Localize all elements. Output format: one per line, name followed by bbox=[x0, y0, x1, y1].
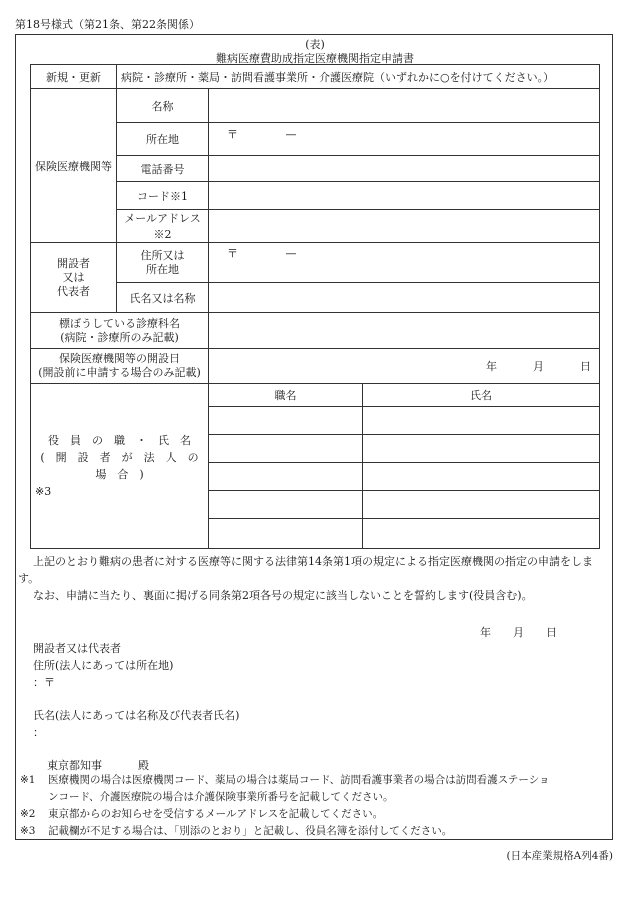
applicant-name-label: 氏名(法人にあっては名称及び代表者氏名) bbox=[33, 709, 240, 722]
officer-name-cell[interactable] bbox=[363, 463, 600, 491]
note-3-mark: ※3 bbox=[20, 825, 36, 837]
officer-title-cell[interactable] bbox=[209, 463, 363, 491]
code-label: コード※1 bbox=[117, 182, 209, 210]
postal-dash: — bbox=[285, 128, 297, 141]
note-2-text: 東京都からのお知らせを受信するメールアドレスを記載してください。 bbox=[48, 808, 384, 820]
officer-title-cell[interactable] bbox=[209, 407, 363, 435]
opening-date-field[interactable] bbox=[209, 349, 600, 384]
departments-label-line2: (病院・診療所のみ記載) bbox=[60, 330, 179, 344]
new-update-label: 新規・更新 bbox=[31, 65, 117, 89]
institution-group-label: 保険医療機関等 bbox=[31, 89, 117, 243]
declaration-paragraph-1: 上記のとおり難病の患者に対する医療等に関する法律第14条第1項の規定による指定医療機関の指定の申請をします。 bbox=[18, 555, 593, 585]
officers-label-line3: ※3 bbox=[35, 485, 52, 498]
officer-title-cell[interactable] bbox=[209, 435, 363, 463]
note-1-line1: 医療機関の場合は医療機関コード、薬局の場合は薬局コード、訪問看護事業者の場合は訪問看護ステーショ bbox=[48, 774, 550, 786]
facility-type-options[interactable]: 病院・診療所・薬局・訪問看護事業所・介護医療院（いずれかに○を付けてください。） bbox=[117, 65, 600, 89]
note-1-mark: ※1 bbox=[20, 774, 36, 786]
side-label: (表) bbox=[305, 38, 325, 51]
address-label: 所在地 bbox=[117, 123, 209, 156]
date-month: 月 bbox=[513, 626, 524, 639]
departments-field[interactable] bbox=[209, 313, 600, 349]
applicant-name-field[interactable]: ： bbox=[33, 726, 44, 739]
declaration-paragraph-2: なお、申請に当たり、裏面に掲げる同条第2項各号の規定に該当しないことを誓約します(役員含む)。 bbox=[33, 589, 533, 602]
opening-month: 月 bbox=[533, 360, 545, 373]
opening-year: 年 bbox=[486, 360, 498, 373]
addressee bbox=[47, 757, 149, 773]
opening-label-line1: 保険医療機関等の開設日 bbox=[59, 352, 180, 365]
form-number: 第18号様式（第21条、第22条関係） bbox=[15, 18, 200, 31]
signature-date bbox=[480, 624, 557, 640]
founder-address-label-line2: 所在地 bbox=[146, 262, 179, 276]
note-2-mark: ※2 bbox=[20, 808, 36, 820]
officer-name-header: 氏名 bbox=[363, 384, 600, 407]
note-3-text: 記載欄が不足する場合は、「別添のとおり」と記載し、役員名簿を添付してください。 bbox=[48, 825, 453, 837]
name-label: 名称 bbox=[117, 89, 209, 123]
institution-address-field[interactable] bbox=[209, 123, 600, 156]
date-year: 年 bbox=[480, 626, 491, 639]
officer-name-cell[interactable] bbox=[363, 435, 600, 463]
addressee-to: 東京都知事 bbox=[47, 759, 102, 772]
officers-label-line2: ( 開 設 者 が 法 人 の 場 合 ) bbox=[40, 451, 210, 481]
applicant-address-field[interactable]: ：〒 bbox=[33, 676, 55, 689]
date-day: 日 bbox=[546, 626, 557, 639]
departments-label-line1: 標ぼうしている診療科名 bbox=[59, 316, 180, 330]
officer-name-cell[interactable] bbox=[363, 519, 600, 549]
founder-name-label: 氏名又は名称 bbox=[117, 283, 209, 313]
founder-address-label-line1: 住所又は bbox=[140, 248, 185, 262]
founder-label-line3: 代表者 bbox=[57, 284, 90, 298]
officers-label bbox=[31, 384, 209, 549]
officer-name-cell[interactable] bbox=[363, 491, 600, 519]
email-field[interactable] bbox=[209, 210, 600, 243]
officers-label-line1: 役 員 の 職 ・ 氏 名 bbox=[48, 434, 191, 447]
founder-name-field[interactable] bbox=[209, 283, 600, 313]
officer-name-cell[interactable] bbox=[363, 407, 600, 435]
institution-name-field[interactable] bbox=[209, 89, 600, 123]
paper-size-footer: (日本産業規格A列4番) bbox=[506, 850, 613, 862]
officer-title-cell[interactable] bbox=[209, 491, 363, 519]
applicant-label: 開設者又は代表者 bbox=[33, 642, 121, 655]
opening-day: 日 bbox=[580, 360, 592, 373]
phone-label: 電話番号 bbox=[117, 156, 209, 182]
founder-label-line1: 開設者 bbox=[57, 256, 90, 270]
opening-date-label bbox=[31, 349, 209, 384]
application-table bbox=[30, 64, 600, 549]
founder-label-line2: 又は bbox=[62, 270, 85, 284]
postal-mark: 〒 bbox=[227, 128, 238, 141]
founder-postal-mark: 〒 bbox=[227, 247, 238, 260]
founder-group-label bbox=[31, 243, 117, 313]
phone-field[interactable] bbox=[209, 156, 600, 182]
code-field[interactable] bbox=[209, 182, 600, 210]
note-1-line2: ンコード、介護医療院の場合は介護保険事業所番号を記載してください。 bbox=[48, 791, 394, 803]
applicant-address-label: 住所(法人にあっては所在地) bbox=[33, 659, 174, 672]
email-label: メールアドレス※2 bbox=[117, 210, 209, 243]
officer-title-cell[interactable] bbox=[209, 519, 363, 549]
departments-label bbox=[31, 313, 209, 349]
form-title: 難病医療費助成指定医療機関指定申請書 bbox=[216, 52, 414, 65]
opening-label-line2: (開設前に申請する場合のみ記載) bbox=[38, 366, 201, 379]
founder-postal-dash: — bbox=[285, 247, 297, 260]
founder-address-label bbox=[117, 243, 209, 283]
founder-address-field[interactable] bbox=[209, 243, 600, 283]
addressee-honorific: 殿 bbox=[138, 759, 149, 772]
officer-title-header: 職名 bbox=[209, 384, 363, 407]
